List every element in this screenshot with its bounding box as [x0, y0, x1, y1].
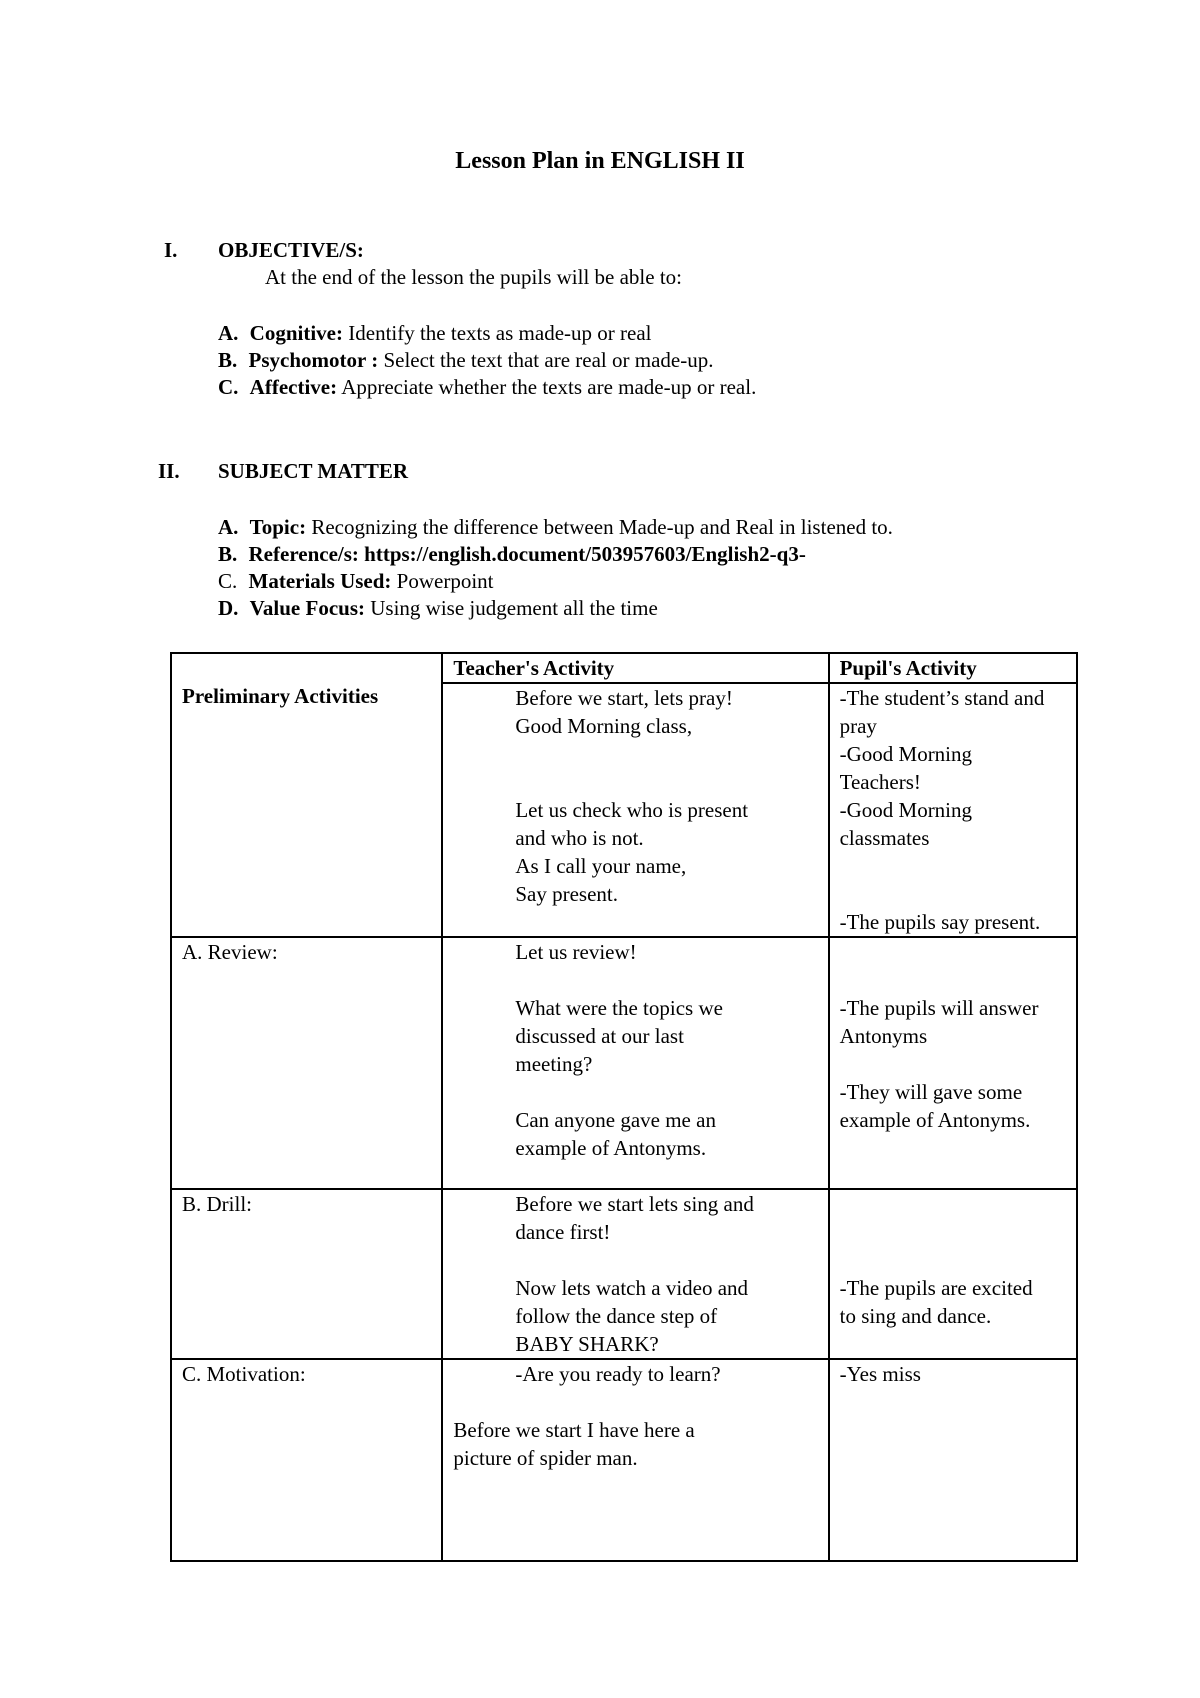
item-text: Identify the texts as made-up or real	[343, 321, 652, 345]
pupil-line: -Yes miss	[839, 1362, 921, 1386]
pupil-line: -Good Morning	[839, 798, 973, 822]
pupil-line: Antonyms	[839, 1024, 928, 1048]
item-label: Topic:	[249, 515, 307, 539]
section1-heading: OBJECTIVE/S:	[218, 238, 364, 262]
section1-intro: At the end of the lesson the pupils will be able to:	[265, 265, 683, 289]
item-letter: B.	[218, 348, 238, 372]
pupil-line: -Good Morning	[839, 742, 973, 766]
item-letter: C.	[218, 375, 239, 399]
item-letter: B.	[218, 542, 238, 566]
item-text: Powerpoint	[391, 569, 494, 593]
section2-heading: SUBJECT MATTER	[218, 459, 409, 483]
teacher-line: As I call your name,	[515, 854, 687, 878]
teacher-line: Can anyone gave me an	[515, 1108, 716, 1132]
subject-item-d	[218, 595, 658, 621]
teacher-line: Before we start lets sing and	[515, 1192, 754, 1216]
teacher-line: Say present.	[515, 882, 619, 906]
item-label: Cognitive:	[249, 321, 343, 345]
teacher-line: Good Morning class,	[515, 714, 693, 738]
item-letter: A.	[218, 321, 239, 345]
pupil-activity-cell	[829, 1359, 1077, 1561]
row-label-cell	[171, 653, 442, 937]
item-text: Recognizing the difference between Made-up and Real in listened to.	[306, 515, 893, 539]
teacher-line: discussed at our last	[515, 1024, 684, 1048]
row-label-cell: B. Drill:	[171, 1189, 442, 1359]
item-label: Reference/s:	[248, 542, 359, 566]
pupil-activity-cell	[829, 1189, 1077, 1359]
subject-item-a	[218, 514, 893, 540]
teacher-line: meeting?	[515, 1052, 593, 1076]
section2-numeral: II.	[158, 459, 180, 483]
pupil-activity-cell	[829, 937, 1077, 1189]
pupil-line: to sing and dance.	[839, 1304, 992, 1328]
item-letter: D.	[218, 596, 239, 620]
teacher-line: follow the dance step of	[515, 1304, 718, 1328]
pupil-line: pray	[839, 714, 877, 738]
table-row-review	[171, 937, 1077, 1189]
teacher-activity-cell	[442, 1359, 828, 1561]
row-label-cell: A. Review:	[171, 937, 442, 1189]
subject-item-c	[218, 568, 493, 594]
objective-item-b	[218, 347, 713, 373]
table-row-motivation	[171, 1359, 1077, 1561]
teacher-line: -Are you ready to learn?	[515, 1362, 721, 1386]
item-label: Value Focus:	[249, 596, 365, 620]
teacher-activity-cell	[442, 1189, 828, 1359]
pupil-line: -The student’s stand and	[839, 686, 1045, 710]
item-text: Select the text that are real or made-up.	[378, 348, 714, 372]
teacher-line: Let us check who is present	[515, 798, 749, 822]
item-text: Appreciate whether the texts are made-up or real.	[337, 375, 757, 399]
pupil-activity-cell	[829, 653, 1077, 937]
pupil-line: -They will gave some	[839, 1080, 1023, 1104]
preliminary-label: Preliminary Activities	[182, 684, 379, 708]
teacher-line: picture of spider man.	[453, 1446, 638, 1470]
pupil-line: example of Antonyms.	[839, 1108, 1031, 1132]
table-row-preliminary	[171, 653, 1077, 937]
teacher-line: Before we start I have here a	[453, 1418, 695, 1442]
row-label-cell: C. Motivation:	[171, 1359, 442, 1561]
teacher-activity-header: Teacher's Activity	[443, 654, 827, 684]
section1-numeral: I.	[164, 238, 178, 262]
teacher-line: and who is not.	[515, 826, 644, 850]
subject-item-b	[218, 541, 806, 567]
reference-link[interactable]: https://english.document/503957603/English2-q3-	[358, 542, 806, 566]
teacher-line: Let us review!	[515, 940, 637, 964]
pupil-line: -The pupils say present.	[839, 910, 1041, 934]
teacher-activity-cell	[442, 653, 828, 937]
objective-item-c	[218, 374, 756, 400]
teacher-line: Now lets watch a video and	[515, 1276, 749, 1300]
teacher-line: BABY SHARK?	[515, 1332, 659, 1356]
pupil-line: classmates	[839, 826, 930, 850]
pupil-line: -The pupils will answer	[839, 996, 1039, 1020]
teacher-activity-cell	[442, 937, 828, 1189]
item-text: Using wise judgement all the time	[365, 596, 658, 620]
teacher-line: example of Antonyms.	[515, 1136, 707, 1160]
objective-item-a	[218, 320, 651, 346]
pupil-line: Teachers!	[839, 770, 921, 794]
item-label: Affective:	[249, 375, 338, 399]
teacher-line: dance first!	[515, 1220, 611, 1244]
table-row-drill	[171, 1189, 1077, 1359]
pupil-activity-header: Pupil's Activity	[830, 654, 1076, 684]
item-letter: C.	[218, 569, 238, 593]
item-label: Psychomotor :	[248, 348, 379, 372]
teacher-line: Before we start, lets pray!	[515, 686, 733, 710]
item-letter: A.	[218, 515, 239, 539]
lesson-activity-table	[170, 652, 1078, 1562]
pupil-line: -The pupils are excited	[839, 1276, 1033, 1300]
teacher-line: What were the topics we	[515, 996, 723, 1020]
page-title: Lesson Plan in ENGLISH II	[455, 148, 745, 174]
item-label: Materials Used:	[248, 569, 392, 593]
